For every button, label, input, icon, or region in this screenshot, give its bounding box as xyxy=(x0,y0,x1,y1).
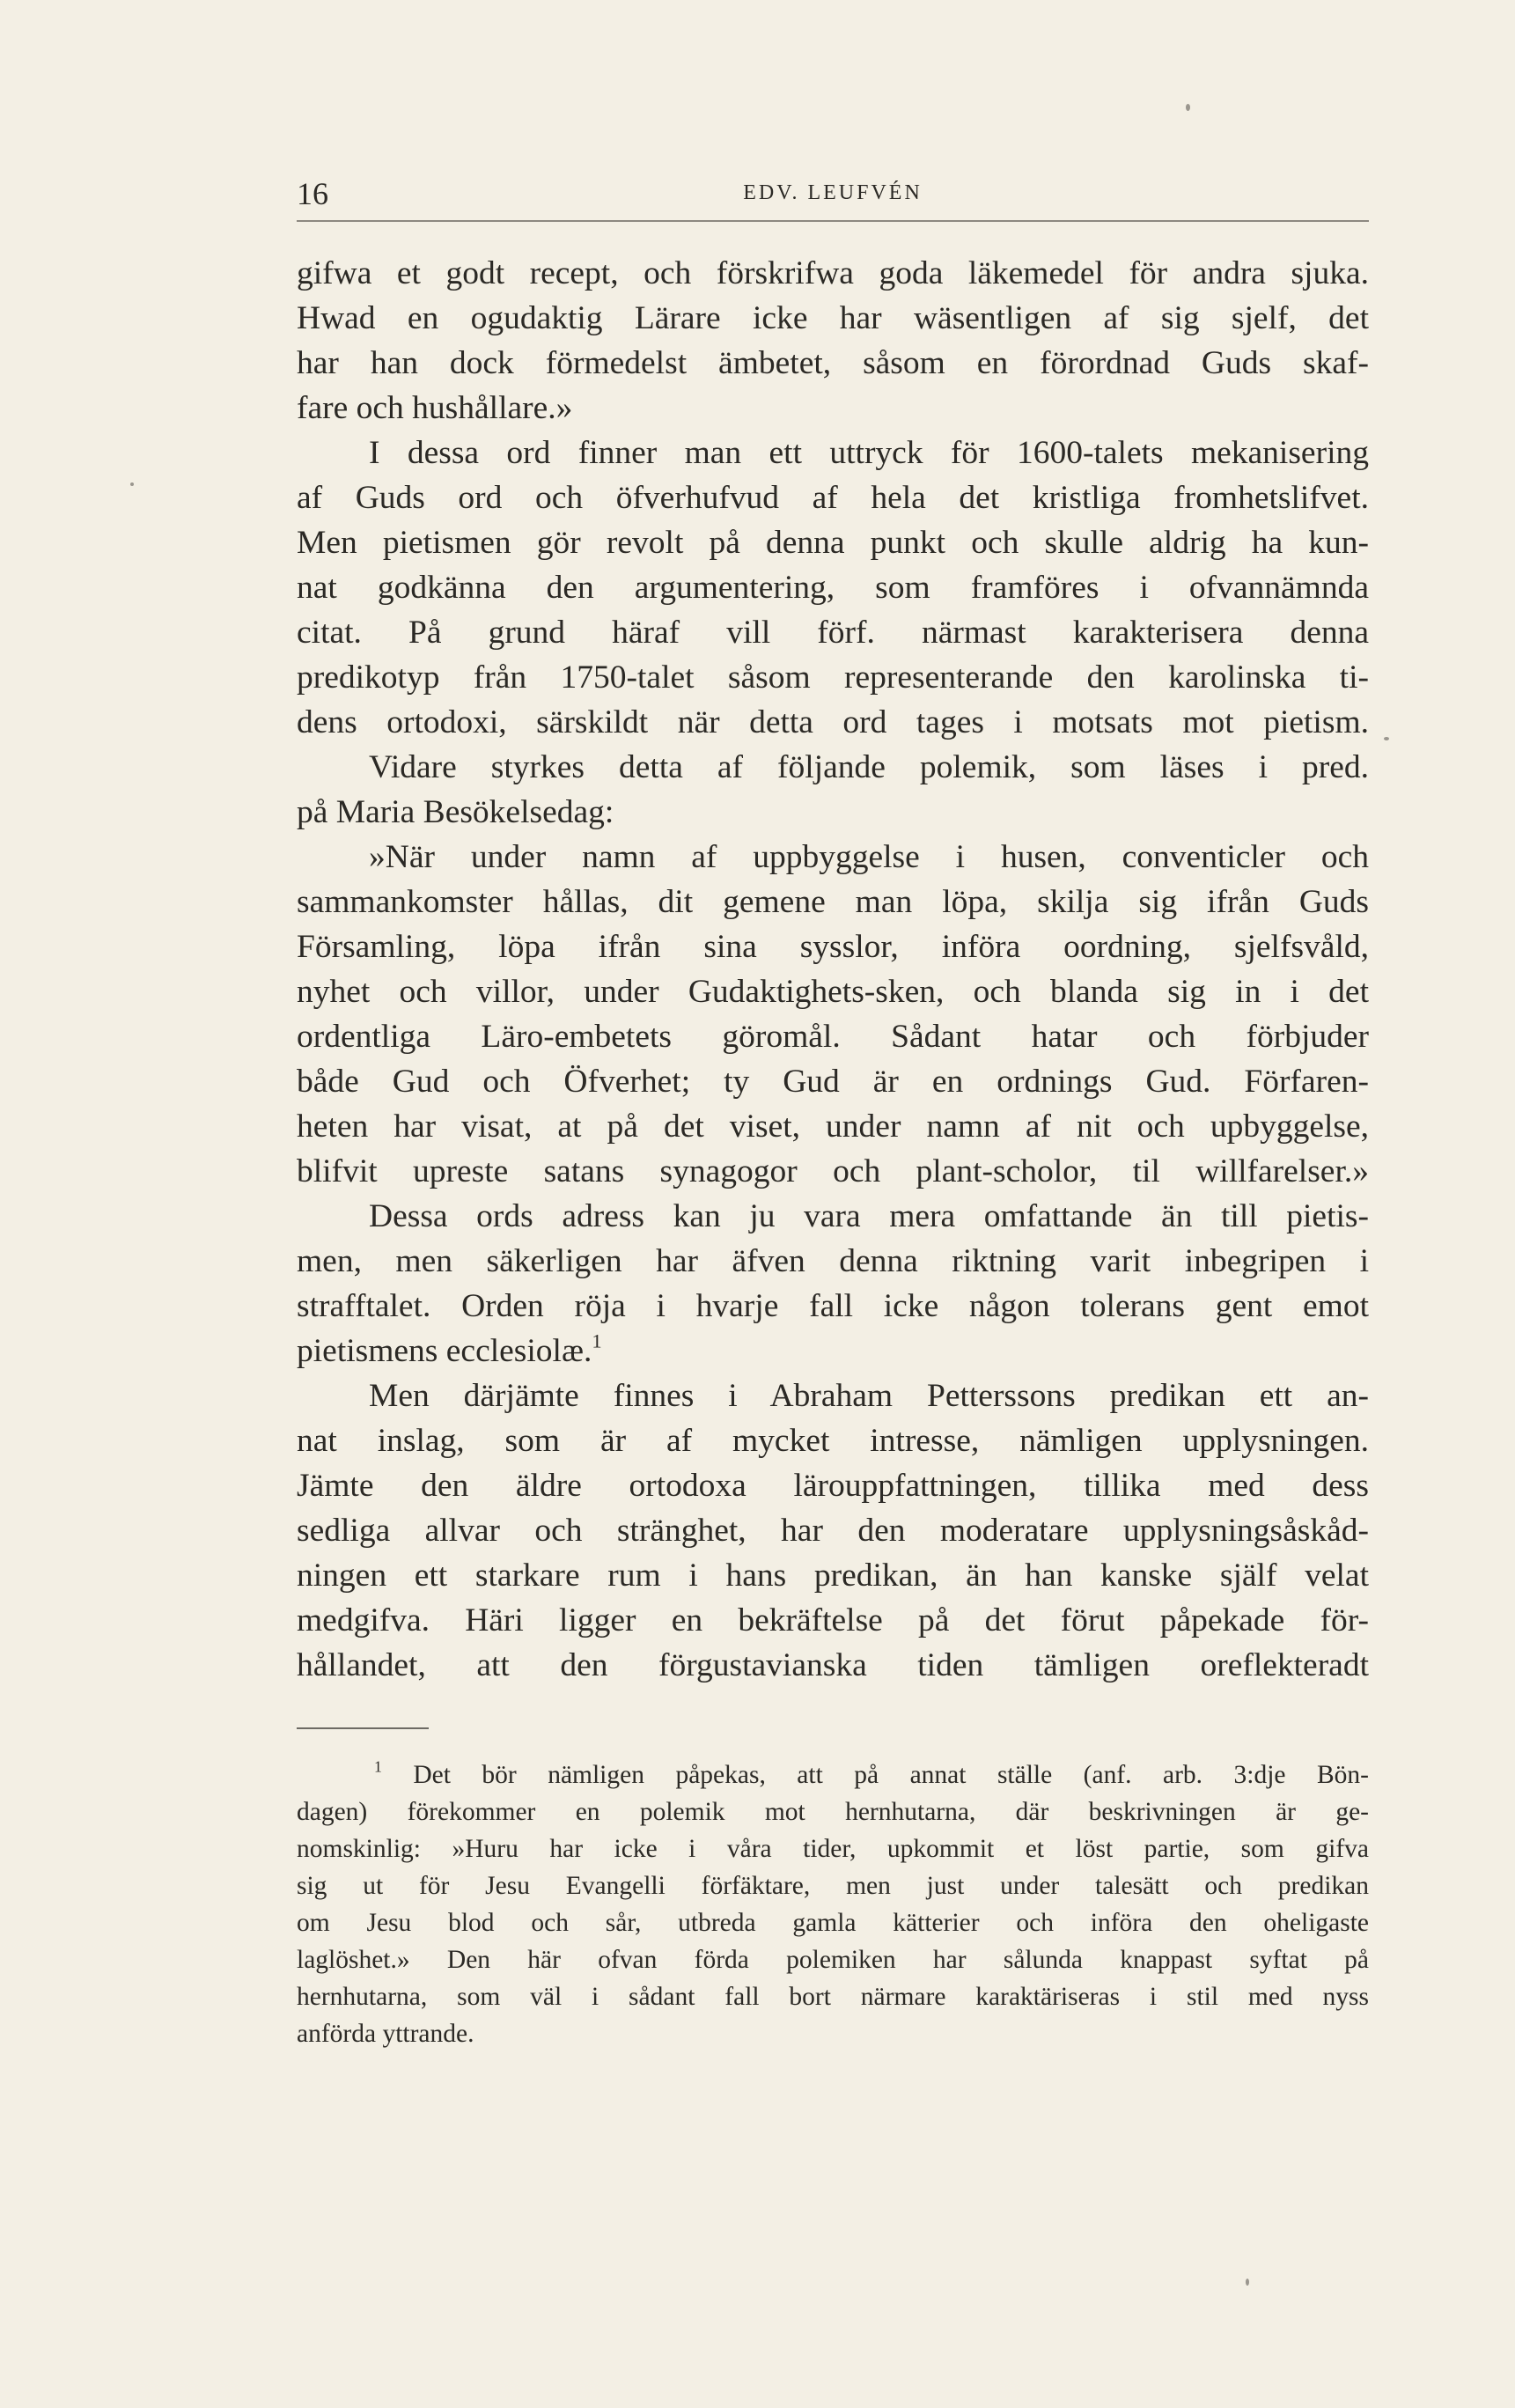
text-line: Hwad en ogudaktig Lärare icke har wäsentligen af sig sjelf, det xyxy=(297,300,1369,336)
text-line: nat godkänna den argumentering, som framföres i ofvannämnda xyxy=(297,570,1369,606)
text-line: nat inslag, som är af mycket intresse, nämligen upplysningen. xyxy=(297,1423,1369,1459)
text-line: strafftalet. Orden röja i hvarje fall icke någon tolerans gent emot xyxy=(297,1288,1369,1324)
text-line: men, men säkerligen har äfven denna riktning varit inbegripen i xyxy=(297,1243,1369,1279)
text-line: fare och hushållare.» xyxy=(297,390,573,426)
text-line: dens ortodoxi, särskildt när detta ord tages i motsats mot pietism. xyxy=(297,704,1369,740)
running-head: EDV. LEUFVÉN xyxy=(743,181,923,204)
text-line: Vidare styrkes detta af följande polemik, som läses i pred. xyxy=(369,749,1369,785)
text-line: af Guds ord och öfverhufvud af hela det kristliga fromhetslifvet. xyxy=(297,480,1369,516)
body-text xyxy=(297,251,1369,1688)
paper-speck xyxy=(1384,737,1389,740)
footnote-marker: 1 xyxy=(374,1757,382,1776)
page-header xyxy=(297,176,1369,222)
text-line: Men pietismen gör revolt på denna punkt och skulle aldrig ha kun- xyxy=(297,525,1369,561)
text-line: sammankomster hållas, dit gemene man löpa, skilja sig ifrån Guds xyxy=(297,884,1369,920)
footnote-line: om Jesu blod och sår, utbreda gamla kätterier och införa den oheligaste xyxy=(297,1909,1369,1937)
text-line: Församling, löpa ifrån sina sysslor, införa oordning, sjelfsvåld, xyxy=(297,929,1369,965)
text-line: sedliga allvar och stränghet, har den moderatare upplysningsåskåd- xyxy=(297,1513,1369,1549)
footnote-line: nomskinlig: »Huru har icke i våra tider, upkommit et löst partie, som gifva xyxy=(297,1835,1369,1863)
text-line: I dessa ord finner man ett uttryck för 1600-talets mekanisering xyxy=(369,435,1369,471)
paper-speck xyxy=(1246,2279,1249,2286)
text-line: heten har visat, at på det viset, under namn af nit och upbyggelse, xyxy=(297,1108,1369,1145)
text-line: predikotyp från 1750-talet såsom representerande den karolinska ti- xyxy=(297,659,1369,696)
text-line: blifvit upreste satans synagogor och plant-scholor, til willfarelser.» xyxy=(297,1153,1369,1189)
footnote-line: hernhutarna, som väl i sådant fall bort närmare karaktäriseras i stil med nyss xyxy=(297,1983,1369,2011)
text-line: citat. På grund häraf vill förf. närmast karakterisera denna xyxy=(297,615,1369,651)
text-line: Men därjämte finnes i Abraham Petterssons predikan ett an- xyxy=(369,1378,1369,1414)
text-line: nyhet och villor, under Gudaktighets-sken, och blanda sig in i det xyxy=(297,974,1369,1010)
text-line: på Maria Besökelsedag: xyxy=(297,794,614,830)
footnote-line: dagen) förekommer en polemik mot hernhutarna, där beskrivningen är ge- xyxy=(297,1798,1369,1826)
text-line: gifwa et godt recept, och förskrifwa goda läkemedel för andra sjuka. xyxy=(297,255,1369,291)
footnote-text: Det bör nämligen påpekas, att på annat ställe (anf. arb. 3:dje Bön- xyxy=(413,1761,1369,1789)
text-fragment: pietismens ecclesiolæ. xyxy=(297,1333,592,1369)
text-line: hållandet, att den förgustavianska tiden tämligen oreflekteradt xyxy=(297,1647,1369,1683)
text-line-with-note-ref xyxy=(297,1329,1369,1373)
text-line: medgifva. Häri ligger en bekräftelse på det förut påpekade för- xyxy=(297,1602,1369,1638)
paper-speck xyxy=(130,482,134,486)
text-line: »När under namn af uppbyggelse i husen, conventicler och xyxy=(369,839,1369,875)
footnote-divider xyxy=(297,1727,429,1729)
footnote-line: anförda yttrande. xyxy=(297,2020,474,2048)
text-line: ordentliga Läro-embetets göromål. Sådant hatar och förbjuder xyxy=(297,1019,1369,1055)
paper-speck xyxy=(1186,104,1190,111)
page-number: 16 xyxy=(297,176,328,211)
text-line: både Gud och Öfverhet; ty Gud är en ordnings Gud. Förfaren- xyxy=(297,1064,1369,1100)
footnotes xyxy=(297,1756,1369,2052)
footnote-reference: 1 xyxy=(592,1329,602,1352)
footnote-line: laglöshet.» Den här ofvan förda polemiken har sålunda knappast syftat på xyxy=(297,1946,1369,1974)
text-line: Dessa ords adress kan ju vara mera omfattande än till pietis- xyxy=(369,1198,1369,1234)
text-line: Jämte den äldre ortodoxa lärouppfattningen, tillika med dess xyxy=(297,1468,1369,1504)
footnote-line: sig ut för Jesu Evangelli förfäktare, men just under talesätt och predikan xyxy=(297,1872,1369,1900)
text-line: ningen ett starkare rum i hans predikan, än han kanske själf velat xyxy=(297,1557,1369,1594)
footnote-line xyxy=(297,1756,1369,1793)
text-line: har han dock förmedelst ämbetet, såsom en förordnad Guds skaf- xyxy=(297,345,1369,381)
